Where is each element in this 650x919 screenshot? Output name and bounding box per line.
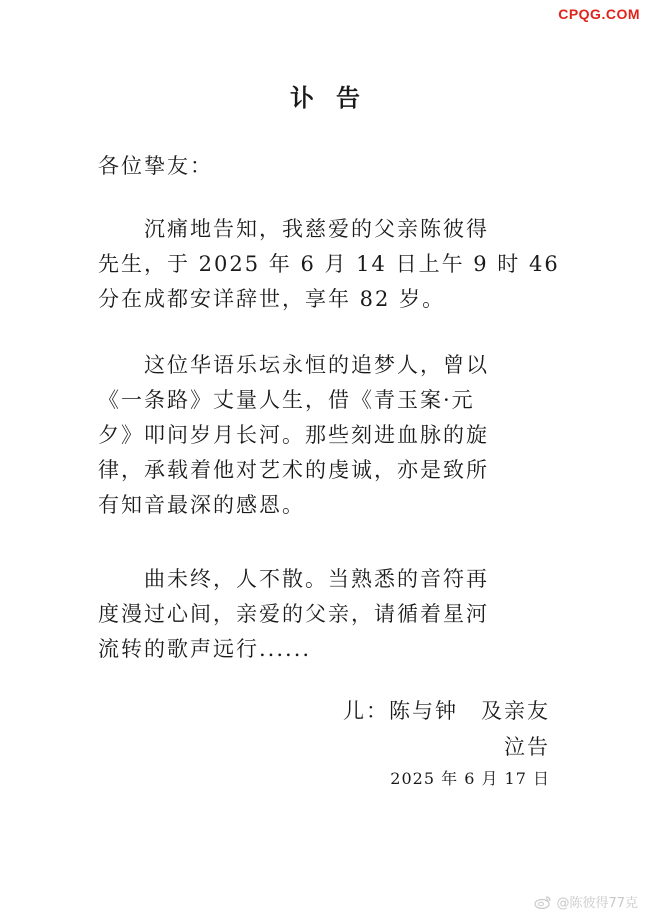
paragraph-line: 分在成都安详辞世，享年 82 岁。 xyxy=(98,287,446,311)
site-watermark: CPQG.COM xyxy=(558,6,640,22)
paragraph-line: 流转的歌声远行...... xyxy=(98,637,312,661)
weibo-watermark xyxy=(534,892,638,911)
paragraph-tribute xyxy=(98,348,558,523)
paragraph-line: 沉痛地告知，我慈爱的父亲陈彼得 xyxy=(98,217,489,241)
paragraph-line: 《一条路》丈量人生，借《青玉案·元 xyxy=(98,388,475,412)
signature-closing: 泣告 xyxy=(504,735,550,759)
paragraph-line: 曲未终，人不散。当熟悉的音符再 xyxy=(98,567,489,591)
paragraph-farewell xyxy=(98,562,558,667)
salutation: 各位挚友： xyxy=(98,154,213,178)
paragraph-line: 先生，于 2025 年 6 月 14 日上午 9 时 46 xyxy=(98,252,560,276)
signature-signers: 儿：陈与钟 及亲友 xyxy=(343,699,550,723)
paragraph-line: 这位华语乐坛永恒的追梦人，曾以 xyxy=(98,353,489,377)
weibo-icon xyxy=(534,895,552,909)
document-title: 讣告 xyxy=(290,84,382,112)
paragraph-line: 度漫过心间，亲爱的父亲，请循着星河 xyxy=(98,602,489,626)
document-date: 2025 年 6 月 17 日 xyxy=(390,769,550,788)
paragraph-line: 夕》叩问岁月长河。那些刻进血脉的旋 xyxy=(98,423,489,447)
weibo-handle: @陈彼得77克 xyxy=(556,896,638,911)
paragraph-line: 律，承载着他对艺术的虔诚，亦是致所 xyxy=(98,458,489,482)
paragraph-line: 有知音最深的感恩。 xyxy=(98,493,305,517)
paragraph-announcement xyxy=(98,212,558,317)
